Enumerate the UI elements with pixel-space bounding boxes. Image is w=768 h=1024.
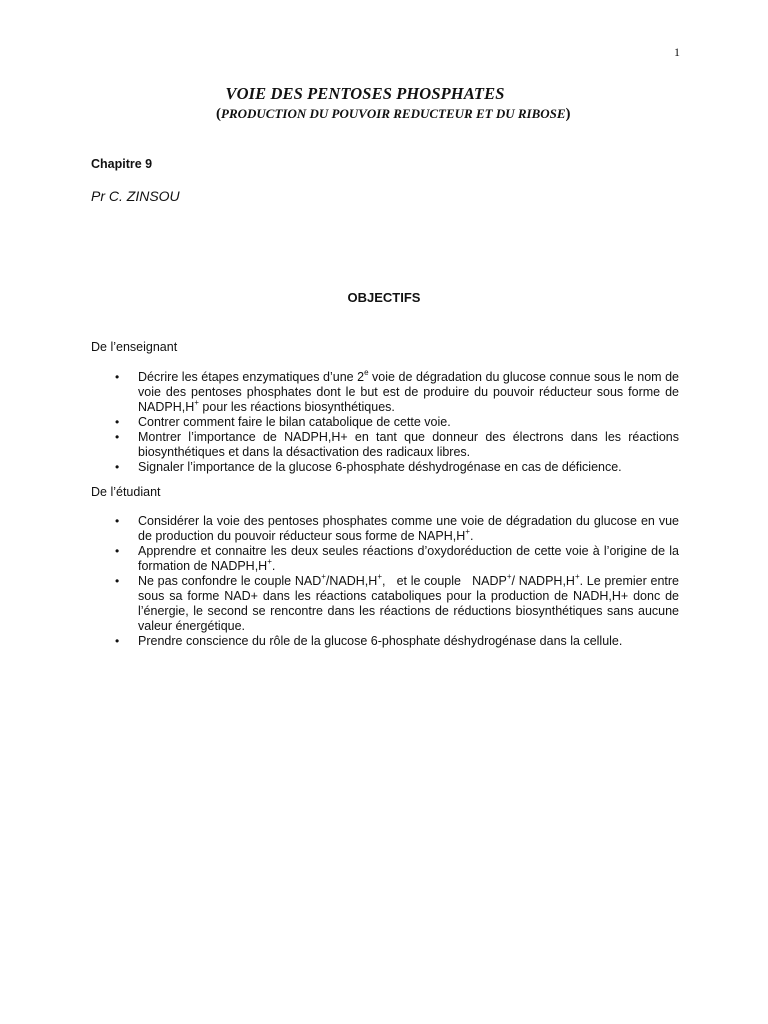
item-text: Contrer comment faire le bilan catabolique de cette voie. [138,415,451,429]
teacher-objectives-list [91,367,679,475]
page-number: 1 [674,45,680,59]
superscript: + [321,571,326,581]
chapter-label: Chapitre 9 [91,157,153,171]
item-text: Montrer l’importance de NADPH,H+ en tant que donneur des électrons dans les réactions biosynthétiques et dans la désactivation des radicaux libres. [138,430,679,459]
subtitle-text: PRODUCTION DU POUVOIR REDUCTEUR ET DU RIBOSE [221,106,566,121]
bullet-icon: • [115,430,120,444]
bullet-icon: • [115,514,120,528]
item-text: , et le couple NADP [381,574,507,588]
item-text: Signaler l’importance de la glucose 6-phosphate déshydrogénase en cas de déficience. [138,460,622,474]
list-item [91,544,679,574]
author-name: Pr C. ZINSOU [91,188,180,204]
list-item [91,514,679,544]
bullet-icon: • [115,460,120,474]
bullet-icon: • [115,370,120,384]
item-text: voie de dégradation du glucose connue sous le nom de voie des pentoses phosphates dont le but est de produire du pouvoir réducteur sous forme de NADPH,H [138,370,679,414]
superscript: + [377,571,382,581]
superscript: + [267,556,272,566]
list-item [91,430,679,460]
document-title [0,84,768,104]
bullet-icon: • [115,544,120,558]
list-item [91,571,679,634]
item-text: / NADPH,H [511,574,575,588]
superscript: + [574,571,580,581]
item-text: . [271,559,276,573]
bullet-icon: • [115,574,120,588]
item-text: Prendre conscience du rôle de la glucose 6-phosphate déshydrogénase dans la cellule. [138,634,623,648]
item-text: . [469,529,474,543]
item-text: Décrire les étapes enzymatiques d’une 2 [138,370,365,384]
subtitle-close-paren: ) [565,106,571,122]
objectives-heading: OBJECTIFS [347,290,421,305]
student-objectives-list [91,514,679,649]
item-text: . Le premier entre sous sa forme NAD+ dans les réactions cataboliques pour la production de NADH,H+ donc de l’énergie, le second se rencontre dans les réactions de réductions biosynthétiques sans aucune valeur énergétique. [138,574,679,633]
bullet-icon: • [115,634,120,648]
bullet-icon: • [115,415,120,429]
item-text: Apprendre et connaitre les deux seules réactions d’oxydoréduction de cette voie à l’origine de la formation de NADPH,H [138,544,679,573]
item-text: Considérer la voie des pentoses phosphates comme une voie de dégradation du glucose en vue de production du pouvoir réducteur sous forme de NAPH,H [138,514,679,543]
student-section-label: De l’étudiant [91,485,161,499]
title-text: VOIE DES PENTOSES PHOSPHATES [225,84,505,103]
teacher-section-label: De l’enseignant [91,340,178,354]
superscript: e [364,367,369,377]
item-text: Ne pas confondre le couple NAD [138,574,322,588]
list-item [91,460,679,475]
item-text: /NADH,H [325,574,378,588]
item-text: pour les réactions biosynthétiques. [198,400,395,414]
list-item [91,367,679,415]
superscript: + [465,526,470,536]
list-item [91,415,679,430]
subtitle-open-paren: ( [216,106,221,122]
list-item [91,634,679,649]
superscript: + [194,397,199,407]
document-subtitle [216,106,571,123]
superscript: + [506,571,512,581]
